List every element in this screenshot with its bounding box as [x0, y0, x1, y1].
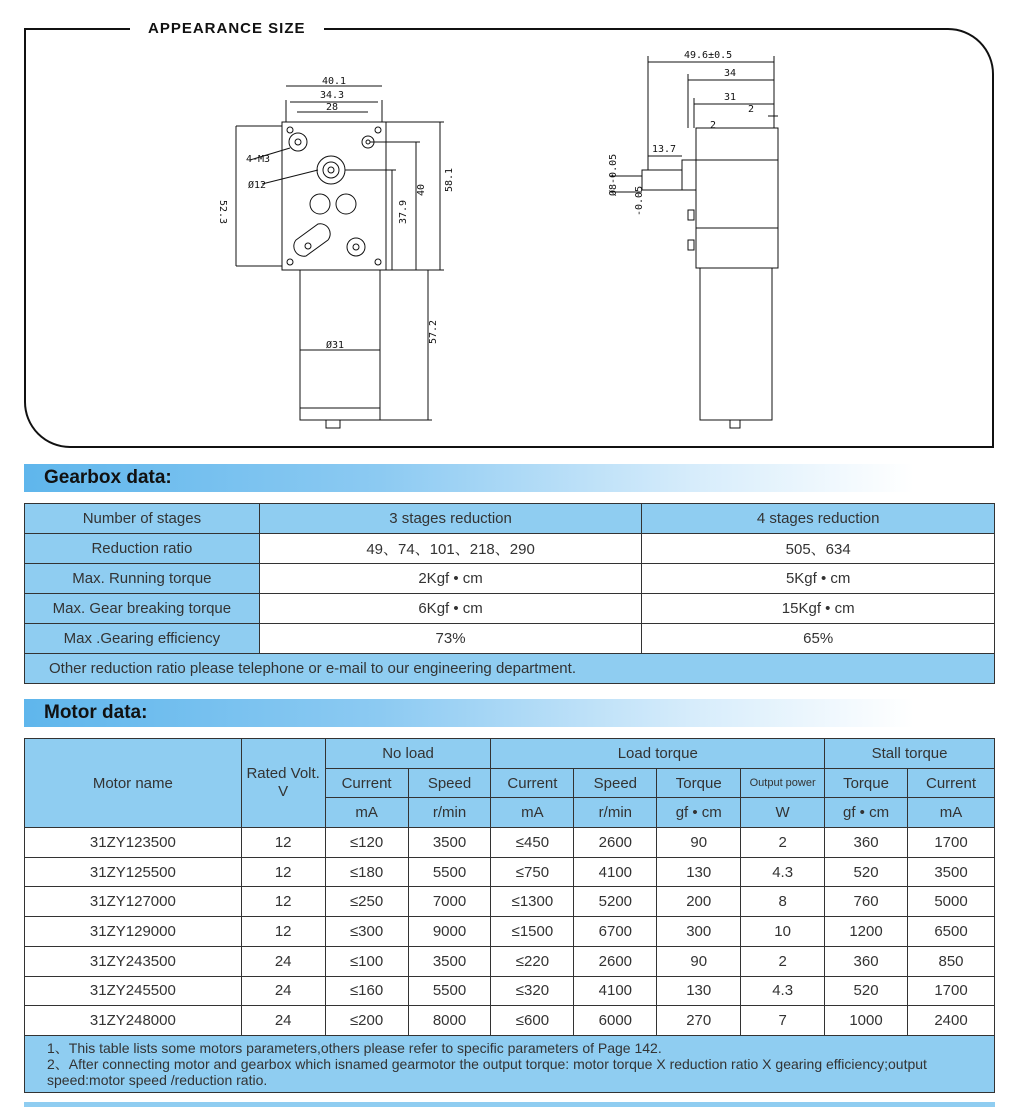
- gb-row-label: Reduction ratio: [25, 534, 260, 564]
- sub-header: Speed: [574, 768, 657, 798]
- motor-cell: 9000: [408, 917, 491, 947]
- motor-cell: 360: [825, 946, 908, 976]
- motor-cell: 7000: [408, 887, 491, 917]
- motor-cell: 10: [741, 917, 825, 947]
- motor-group-header: [25, 739, 995, 769]
- dim-2b: 2: [710, 120, 717, 131]
- motor-name-cell: 31ZY127000: [25, 887, 242, 917]
- load-header: Load torque: [491, 739, 825, 769]
- dim-31: 31: [724, 92, 737, 103]
- motor-cell: 7: [741, 1006, 825, 1036]
- bottom-bar: [24, 1102, 995, 1107]
- motor-cell: 1700: [908, 828, 995, 858]
- motor-cell: 4.3: [741, 857, 825, 887]
- table-row: [25, 976, 995, 1006]
- table-row: [25, 857, 995, 887]
- motor-cell: 200: [657, 887, 741, 917]
- sub-header: Current: [908, 768, 995, 798]
- gearbox-note-row: [25, 654, 995, 684]
- dim-phi8: Ø8-0.05: [608, 153, 619, 196]
- rated-volt-header: Rated Volt. V: [241, 739, 325, 828]
- motor-cell: 270: [657, 1006, 741, 1036]
- dim-57-2: 57.2: [428, 319, 439, 344]
- motor-cell: ≤120: [325, 828, 408, 858]
- gearbox-header-row: [25, 504, 995, 534]
- dim-40: 40: [416, 183, 427, 196]
- motor-cell: 3500: [908, 857, 995, 887]
- gb-cell: 2Kgf • cm: [259, 564, 642, 594]
- motor-cell: 5000: [908, 887, 995, 917]
- motor-cell: 520: [825, 857, 908, 887]
- motor-name-cell: 31ZY123500: [25, 828, 242, 858]
- gb-header-4stages: 4 stages reduction: [642, 504, 995, 534]
- motor-cell: 3500: [408, 828, 491, 858]
- motor-cell: ≤320: [491, 976, 574, 1006]
- motor-cell: 4100: [574, 976, 657, 1006]
- sub-header: Current: [491, 768, 574, 798]
- motor-cell: 6500: [908, 917, 995, 947]
- motor-cell: ≤300: [325, 917, 408, 947]
- motor-cell: 2400: [908, 1006, 995, 1036]
- motor-cell: 8: [741, 887, 825, 917]
- dim-28: 28: [326, 102, 339, 113]
- dim-phi31: Ø31: [326, 340, 345, 351]
- motor-cell: ≤200: [325, 1006, 408, 1036]
- gb-header-stages: Number of stages: [25, 504, 260, 534]
- dim-13-7: 13.7: [652, 144, 677, 155]
- table-row: [25, 564, 995, 594]
- motor-cell: ≤450: [491, 828, 574, 858]
- motor-cell: 850: [908, 946, 995, 976]
- dim-4m3: 4-M3: [246, 154, 271, 165]
- table-row: [25, 624, 995, 654]
- technical-drawing: [0, 0, 1017, 460]
- sub-header: Speed: [408, 768, 491, 798]
- table-row: [25, 594, 995, 624]
- motor-cell: 90: [657, 828, 741, 858]
- motor-cell: ≤250: [325, 887, 408, 917]
- motor-cell: 5200: [574, 887, 657, 917]
- motor-table: [24, 738, 995, 1093]
- gb-cell: 6Kgf • cm: [259, 594, 642, 624]
- motor-cell: 130: [657, 857, 741, 887]
- unit-cell: W: [741, 798, 825, 828]
- motor-cell: 2600: [574, 946, 657, 976]
- motor-cell: 12: [241, 887, 325, 917]
- appearance-title: APPEARANCE SIZE: [130, 20, 324, 37]
- motor-cell: ≤100: [325, 946, 408, 976]
- motor-name-cell: 31ZY125500: [25, 857, 242, 887]
- dim-tol: -0.05: [634, 185, 645, 216]
- unit-cell: gf • cm: [825, 798, 908, 828]
- motor-cell: ≤1500: [491, 917, 574, 947]
- motor-cell: 6000: [574, 1006, 657, 1036]
- motor-cell: ≤220: [491, 946, 574, 976]
- unit-cell: gf • cm: [657, 798, 741, 828]
- motor-cell: 3500: [408, 946, 491, 976]
- unit-cell: r/min: [574, 798, 657, 828]
- motor-name-cell: 31ZY245500: [25, 976, 242, 1006]
- stall-header: Stall torque: [825, 739, 995, 769]
- motor-cell: 8000: [408, 1006, 491, 1036]
- motor-cell: 2: [741, 828, 825, 858]
- gb-cell: 505、634: [642, 534, 995, 564]
- motor-cell: 4100: [574, 857, 657, 887]
- motor-notes: [25, 1035, 995, 1092]
- motor-cell: 2: [741, 946, 825, 976]
- dim-58-1: 58.1: [444, 167, 455, 192]
- motor-cell: 6700: [574, 917, 657, 947]
- motor-cell: 5500: [408, 976, 491, 1006]
- dim-2a: 2: [748, 104, 755, 115]
- motor-name-cell: 31ZY248000: [25, 1006, 242, 1036]
- motor-notes-row: [25, 1035, 995, 1092]
- motor-rows: [25, 828, 995, 1036]
- dim-34-3: 34.3: [320, 90, 345, 101]
- motor-cell: ≤160: [325, 976, 408, 1006]
- table-row: [25, 1006, 995, 1036]
- motor-cell: 130: [657, 976, 741, 1006]
- gb-cell: 65%: [642, 624, 995, 654]
- sub-header: Torque: [657, 768, 741, 798]
- gb-row-label: Max. Running torque: [25, 564, 260, 594]
- motor-cell: 5500: [408, 857, 491, 887]
- motor-cell: 4.3: [741, 976, 825, 1006]
- table-row: [25, 917, 995, 947]
- motor-cell: 360: [825, 828, 908, 858]
- unit-cell: r/min: [408, 798, 491, 828]
- motor-cell: 90: [657, 946, 741, 976]
- motor-name-header: Motor name: [25, 739, 242, 828]
- table-row: [25, 887, 995, 917]
- motor-cell: 12: [241, 917, 325, 947]
- dim-52-3: 52.3: [217, 200, 228, 225]
- dim-34: 34: [724, 68, 737, 79]
- motor-name-cell: 31ZY243500: [25, 946, 242, 976]
- motor-cell: 1700: [908, 976, 995, 1006]
- dim-49-6: 49.6±0.5: [684, 50, 733, 61]
- gb-cell: 73%: [259, 624, 642, 654]
- motor-cell: ≤600: [491, 1006, 574, 1036]
- motor-cell: 24: [241, 1006, 325, 1036]
- gearbox-note: Other reduction ratio please telephone or e-mail to our engineering department.: [25, 654, 995, 684]
- noload-header: No load: [325, 739, 491, 769]
- gb-header-3stages: 3 stages reduction: [259, 504, 642, 534]
- table-row: [25, 534, 995, 564]
- motor-cell: 520: [825, 976, 908, 1006]
- motor-cell: 12: [241, 828, 325, 858]
- motor-note-2: 2、After connecting motor and gearbox which isnamed gearmotor the output torque: motor torque X reduction ratio X gearing efficiency;output speed:motor speed /reduction ratio.: [47, 1055, 927, 1088]
- motor-name-cell: 31ZY129000: [25, 917, 242, 947]
- sub-header: Current: [325, 768, 408, 798]
- motor-cell: ≤1300: [491, 887, 574, 917]
- gb-cell: 5Kgf • cm: [642, 564, 995, 594]
- gb-cell: 15Kgf • cm: [642, 594, 995, 624]
- motor-cell: ≤750: [491, 857, 574, 887]
- motor-cell: 1200: [825, 917, 908, 947]
- unit-cell: mA: [491, 798, 574, 828]
- gearbox-table: [24, 503, 995, 684]
- dim-phi12: Ø12: [248, 180, 267, 191]
- motor-cell: 1000: [825, 1006, 908, 1036]
- sub-header: Output power: [741, 768, 825, 798]
- dim-40-1: 40.1: [322, 76, 347, 87]
- motor-cell: ≤180: [325, 857, 408, 887]
- motor-cell: 24: [241, 976, 325, 1006]
- table-row: [25, 946, 995, 976]
- table-row: [25, 828, 995, 858]
- motor-cell: 24: [241, 946, 325, 976]
- unit-cell: mA: [325, 798, 408, 828]
- gb-row-label: Max .Gearing efficiency: [25, 624, 260, 654]
- unit-cell: mA: [908, 798, 995, 828]
- motor-cell: 300: [657, 917, 741, 947]
- gearbox-heading: Gearbox data:: [24, 464, 914, 492]
- motor-note-1: 1、This table lists some motors parameters,others please refer to specific parameters of Page 142.: [47, 1039, 662, 1056]
- gb-cell: 49、74、101、218、290: [259, 534, 642, 564]
- dim-37-9: 37.9: [398, 199, 409, 224]
- gb-row-label: Max. Gear breaking torque: [25, 594, 260, 624]
- sub-header: Torque: [825, 768, 908, 798]
- motor-heading: Motor data:: [24, 699, 914, 727]
- motor-cell: 760: [825, 887, 908, 917]
- motor-cell: 12: [241, 857, 325, 887]
- motor-cell: 2600: [574, 828, 657, 858]
